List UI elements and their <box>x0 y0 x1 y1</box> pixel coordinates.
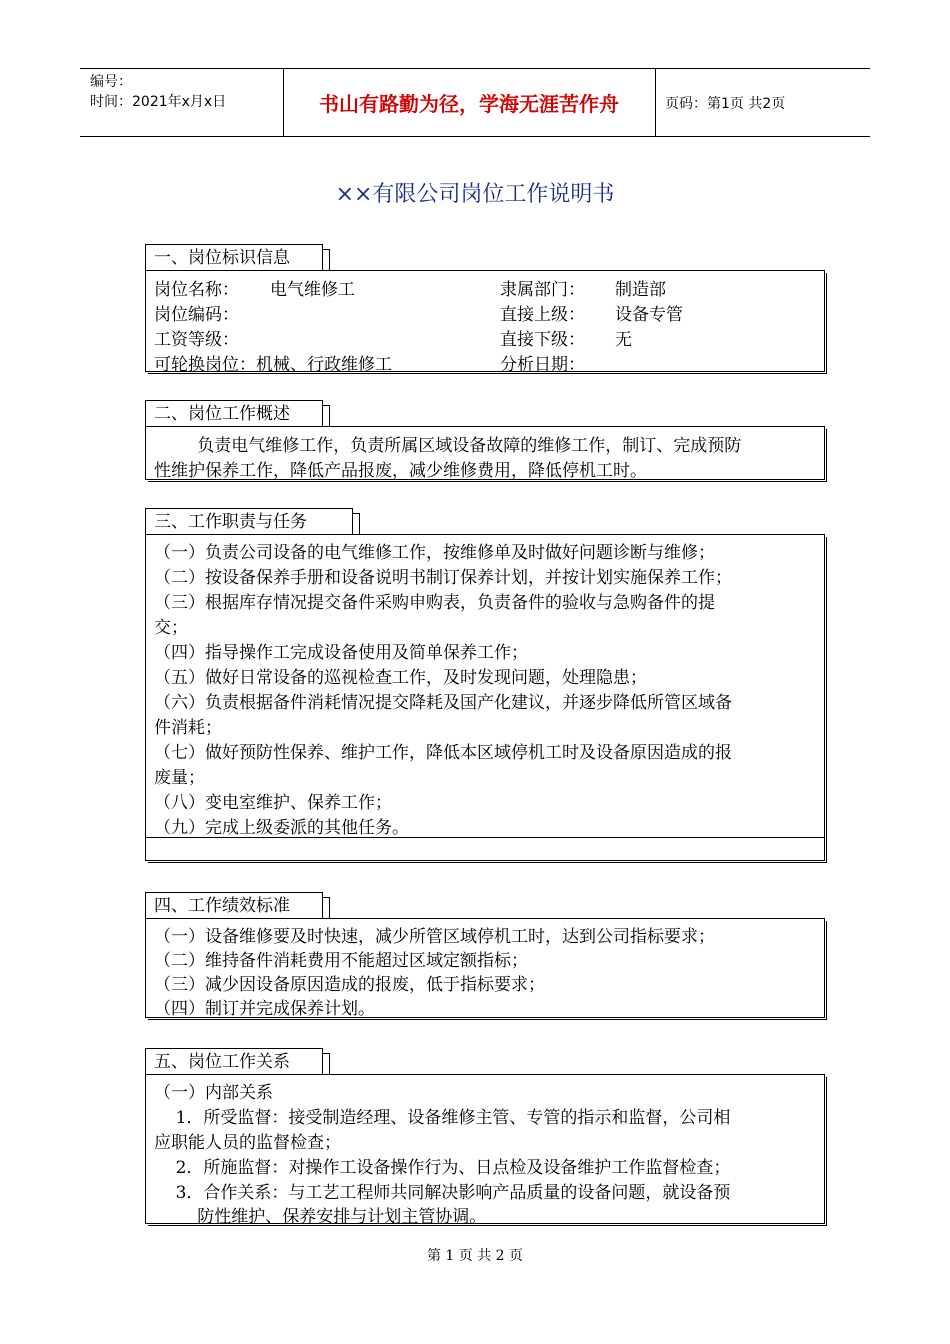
s2-line: 负责电气维修工作，负责所属区域设备故障的维修工作，制订、完成预防 <box>154 436 742 456</box>
s3-line: （九）完成上级委派的其他任务。 <box>154 818 409 838</box>
s5-line: 应职能人员的监督检查； <box>154 1133 341 1153</box>
s5-line: 3．合作关系：与工艺工程师共同解决影响产品质量的设备问题，就设备预 <box>154 1183 731 1203</box>
section-2-label: 二、岗位工作概述 <box>145 400 323 426</box>
header-meta <box>90 72 226 112</box>
s3-line: （三）根据库存情况提交备件采购申购表，负责备件的验收与急购备件的提 <box>154 593 715 613</box>
s4-line: （二）维持备件消耗费用不能超过区域定额指标； <box>154 951 528 971</box>
s1-key: 隶属部门： <box>500 280 585 300</box>
s3-line: 件消耗； <box>154 718 222 738</box>
section-4-label: 四、工作绩效标准 <box>145 892 323 918</box>
s1-key: 直接下级： <box>500 330 585 350</box>
doc-number-label: 编号： <box>90 74 132 90</box>
s1-key: 分析日期： <box>500 355 585 375</box>
s2-line: 性维护保养工作，降低产品报废，减少维修费用，降低停机工时。 <box>154 461 647 481</box>
s3-bottom-divider <box>146 837 824 838</box>
s3-line: （六）负责根据备件消耗情况提交降耗及国产化建议，并逐步降低所管区域备 <box>154 693 732 713</box>
header-divider-right <box>655 68 656 136</box>
s1-val: 制造部 <box>615 280 666 300</box>
s3-line: （八）变电室维护、保养工作； <box>154 793 392 813</box>
s5-line: 2．所施监督：对操作工设备操作行为、日点检及设备维护工作监督检查； <box>154 1158 731 1178</box>
s1-key: 岗位名称： <box>154 280 239 300</box>
s5-line: 防性维护、保养安排与计划主管协调。 <box>154 1207 487 1227</box>
s4-line: （四）制订并完成保养计划。 <box>154 999 375 1019</box>
s1-val: 无 <box>615 330 632 350</box>
header-bottom-rule <box>80 136 870 137</box>
header-motto: 书山有路勤为径，学海无涯苦作舟 <box>319 92 619 116</box>
doc-time-label: 时间：2021年x月x日 <box>90 94 227 110</box>
s1-key: 直接上级： <box>500 305 585 325</box>
s3-line: （五）做好日常设备的巡视检查工作，及时发现问题，处理隐患； <box>154 668 647 688</box>
s3-line: （一）负责公司设备的电气维修工作，按维修单及时做好问题诊断与维修； <box>154 543 715 563</box>
section-1-label: 一、岗位标识信息 <box>145 244 323 270</box>
s1-row-2 <box>154 300 816 325</box>
s4-line: （三）减少因设备原因造成的报废，低于指标要求； <box>154 975 545 995</box>
section-2-box <box>145 426 825 480</box>
s3-line: （四）指导操作工完成设备使用及简单保养工作； <box>154 643 528 663</box>
s5-line: 1．所受监督：接受制造经理、设备维修主管、专管的指示和监督，公司相 <box>154 1108 731 1128</box>
s3-line: （二）按设备保养手册和设备说明书制订保养计划，并按计划实施保养工作； <box>154 568 732 588</box>
section-4-box <box>145 918 825 1018</box>
header-page-info: 页码：第1页 共2页 <box>665 96 786 112</box>
s3-line: 交； <box>154 618 188 638</box>
s1-key: 工资等级： <box>154 330 239 350</box>
document-title: ××有限公司岗位工作说明书 <box>335 182 615 207</box>
section-5-box <box>145 1074 825 1227</box>
s1-key: 岗位编码： <box>154 305 239 325</box>
s3-line: 废量； <box>154 768 205 788</box>
s3-line: （七）做好预防性保养、维护工作，降低本区域停机工时及设备原因造成的报 <box>154 743 732 763</box>
s1-val: 设备专管 <box>615 305 683 325</box>
page-footer: 第 1 页 共 2 页 <box>426 1248 524 1264</box>
s4-line: （一）设备维修要及时快速，减少所管区域停机工时，达到公司指标要求； <box>154 927 715 947</box>
section-3-label: 三、工作职责与任务 <box>145 508 353 534</box>
s1-val: 电气维修工 <box>270 280 355 300</box>
s1-row-3 <box>154 325 816 350</box>
section-3-box <box>145 534 825 861</box>
s1-row-1 <box>154 275 816 300</box>
s1-row-4 <box>154 350 816 375</box>
section-5-label: 五、岗位工作关系 <box>145 1048 323 1074</box>
header-top-rule <box>80 68 870 69</box>
s5-line: （一）内部关系 <box>154 1083 273 1103</box>
s1-key: 可轮换岗位：机械、行政维修工 <box>154 355 392 375</box>
section-1-box <box>145 270 825 375</box>
